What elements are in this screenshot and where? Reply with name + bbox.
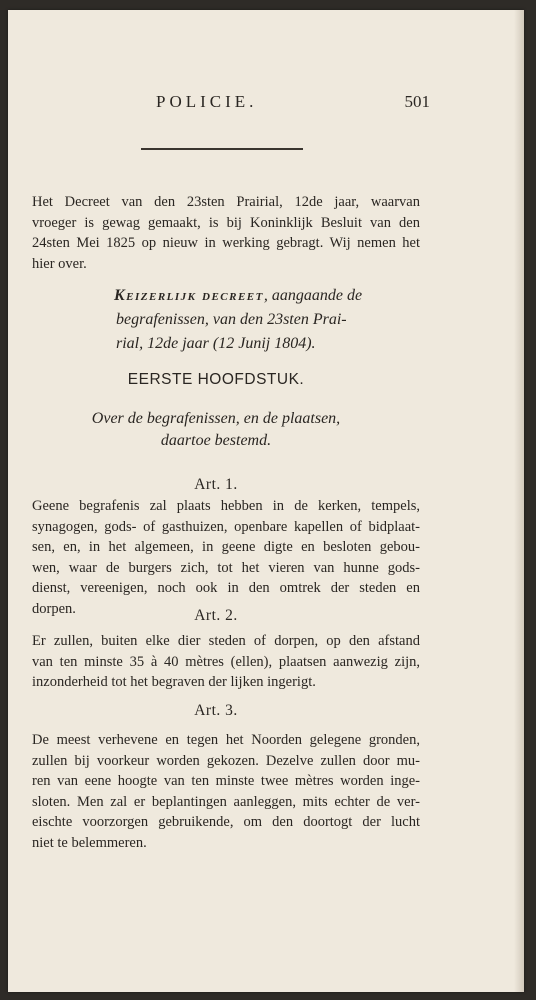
text-line: van ten minste 35 à 40 mètres (ellen), plaatsen aanwezig zijn, bbox=[32, 653, 420, 670]
text-line: ren van eene hoogte van ten minste twee mètres worden inge- bbox=[32, 773, 420, 790]
chapter-subtitle bbox=[0, 408, 474, 452]
chapter-subtitle-line: Over de begrafenissen, en de plaatsen, bbox=[91, 410, 341, 427]
article-heading: Art. 2. bbox=[194, 607, 238, 624]
page-header bbox=[8, 92, 524, 116]
text-line: inzonderheid tot het begraven der lijken ingerigt. bbox=[32, 674, 316, 691]
article-2-text bbox=[32, 631, 420, 693]
decree-title-line3: rial, 12de jaar (12 Junij 1804). bbox=[116, 335, 316, 352]
text-line: dienst, vereenigen, noch ook in den omtrek der steden en bbox=[32, 580, 420, 597]
text-line: vroeger is gewag gemaakt, is bij Koninklijk Besluit van den bbox=[32, 214, 420, 231]
text-line: synagogen, gods- of gasthuizen, openbare kapellen of bidplaat- bbox=[32, 518, 420, 535]
decree-title-caps: Keizerlijk decreet bbox=[114, 287, 264, 304]
text-line: niet te belemmeren. bbox=[32, 834, 147, 851]
text-line: sen, en, in het algemeen, in geene digte en besloten gebou- bbox=[32, 539, 420, 556]
decree-title-line1: , aangaande de bbox=[263, 287, 363, 304]
chapter-heading: EERSTE HOOFDSTUK. bbox=[127, 371, 305, 388]
intro-paragraph bbox=[32, 192, 420, 274]
article-heading: Art. 3. bbox=[194, 702, 238, 719]
running-head: POLICIE. bbox=[156, 92, 258, 111]
text-line: Geene begrafenis zal plaats hebben in de kerken, tempels, bbox=[32, 498, 420, 514]
article-heading: Art. 1. bbox=[194, 476, 238, 493]
book-page bbox=[8, 10, 524, 992]
text-line: hier over. bbox=[32, 255, 87, 272]
text-line: eischte voorzorgen gebruikende, om den doortogt der lucht bbox=[32, 814, 420, 831]
page-edge-shadow bbox=[514, 10, 524, 992]
decree-title-line2: begrafenissen, van den 23sten Prai- bbox=[116, 311, 347, 328]
text-line: wen, waar de burgers zich, tot het vieren van hunne gods- bbox=[32, 559, 420, 576]
decree-title bbox=[114, 284, 418, 356]
page-number: 501 bbox=[404, 92, 430, 111]
text-line: Er zullen, buiten elke dier steden of dorpen, op den afstand bbox=[32, 633, 420, 649]
article-1-text bbox=[32, 496, 420, 620]
header-rule bbox=[141, 148, 303, 150]
text-line: zullen bij voorkeur worden gekozen. Dezelve zullen door mu- bbox=[32, 752, 420, 769]
chapter-subtitle-line: daartoe bestemd. bbox=[160, 432, 272, 449]
text-line: 24sten Mei 1825 op nieuw in werking gebragt. Wij nemen het bbox=[32, 235, 420, 252]
text-line: dorpen. bbox=[32, 600, 76, 617]
article-3-text bbox=[32, 730, 420, 854]
text-line: De meest verhevene en tegen het Noorden gelegene gronden, bbox=[32, 732, 420, 748]
text-line: sloten. Men zal er beplantingen aanleggen, mits echter de ver- bbox=[32, 793, 420, 810]
text-line: Het Decreet van den 23sten Prairial, 12de jaar, waarvan bbox=[32, 194, 420, 210]
